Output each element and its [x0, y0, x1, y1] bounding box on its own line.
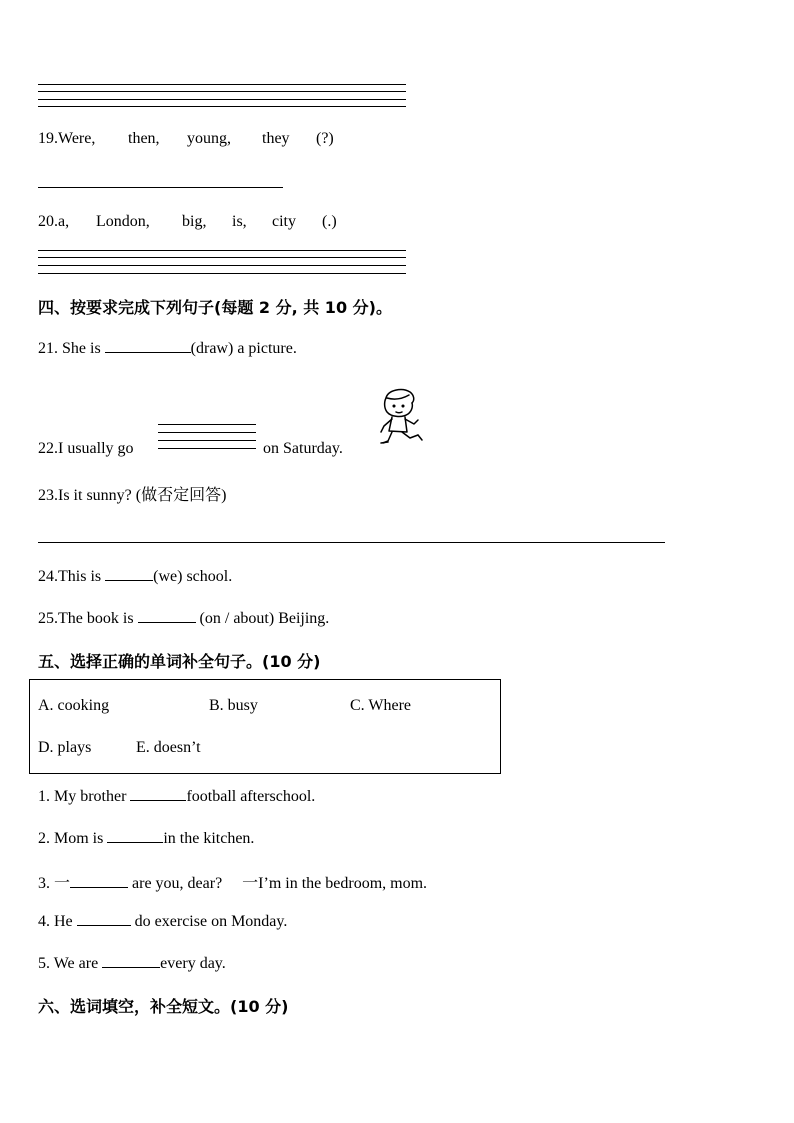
fill-item: 4. He do exercise on Monday.	[38, 913, 288, 930]
question-number: 20.	[38, 213, 58, 230]
blank[interactable]	[138, 608, 196, 623]
word: (.)	[322, 213, 337, 230]
option-d: D. plays	[38, 739, 92, 756]
blank[interactable]	[77, 911, 131, 926]
running-boy-icon	[378, 386, 436, 456]
question-number: 19.	[38, 130, 58, 147]
word: they	[262, 130, 290, 147]
fill-item: 5. We are every day.	[38, 955, 226, 972]
word: is,	[232, 213, 247, 230]
answer-line[interactable]	[38, 91, 406, 92]
section-4-title: 四、按要求完成下列句子(每题 2 分, 共 10 分)。	[38, 298, 392, 317]
blank[interactable]	[102, 953, 160, 968]
fill-item: 1. My brother football afterschool.	[38, 788, 316, 805]
word: Were,	[58, 130, 96, 147]
answer-line[interactable]	[38, 542, 665, 543]
answer-line[interactable]	[38, 99, 406, 100]
blank[interactable]	[70, 873, 128, 888]
word-bank	[29, 679, 501, 774]
answer-line[interactable]	[38, 273, 406, 274]
answer-line[interactable]	[38, 187, 283, 188]
blank[interactable]	[130, 786, 186, 801]
question-22: 22.I usually go	[38, 440, 134, 457]
question-number: 22	[38, 440, 54, 457]
word: young,	[187, 130, 231, 147]
question-23: 23.Is it sunny? (做否定回答)	[38, 487, 227, 504]
answer-line[interactable]	[158, 448, 256, 449]
option-c: C. Where	[350, 697, 412, 714]
question-21: 21. She is (draw) a picture.	[38, 340, 297, 357]
word: big,	[182, 213, 207, 230]
blank[interactable]	[105, 338, 191, 353]
word: city	[272, 213, 296, 230]
blank[interactable]	[107, 828, 163, 843]
question-number: 23	[38, 487, 54, 504]
word: a,	[58, 213, 70, 230]
answer-line[interactable]	[38, 257, 406, 258]
section-5-title: 五、选择正确的单词补全句子。(10 分)	[38, 652, 321, 671]
question-19	[38, 130, 95, 148]
question-25: 25.The book is (on / about) Beijing.	[38, 610, 330, 627]
option-a: A. cooking	[38, 697, 110, 714]
answer-line[interactable]	[38, 106, 406, 107]
question-number: 24	[38, 568, 54, 585]
word: (?)	[316, 130, 334, 147]
question-number: 21	[38, 340, 54, 357]
question-22-end: on Saturday.	[263, 440, 343, 457]
word: then,	[128, 130, 160, 147]
section-6-title: 六、选词填空，补全短文。(10 分)	[38, 997, 289, 1016]
answer-line[interactable]	[38, 250, 406, 251]
question-number: 25	[38, 610, 54, 627]
option-b: B. busy	[209, 697, 258, 714]
blank[interactable]	[105, 566, 153, 581]
answer-line[interactable]	[38, 265, 406, 266]
word: London,	[96, 213, 150, 230]
answer-line[interactable]	[158, 424, 256, 425]
fill-item: 3. 一 are you, dear? 一I’m in the bedroom, mom.	[38, 875, 428, 892]
question-20	[38, 213, 69, 231]
option-e: E. doesn’t	[136, 739, 201, 756]
question-24: 24.This is (we) school.	[38, 568, 233, 585]
answer-line[interactable]	[158, 432, 256, 433]
fill-item: 2. Mom is in the kitchen.	[38, 830, 255, 847]
answer-line[interactable]	[38, 84, 406, 85]
answer-line[interactable]	[158, 440, 256, 441]
